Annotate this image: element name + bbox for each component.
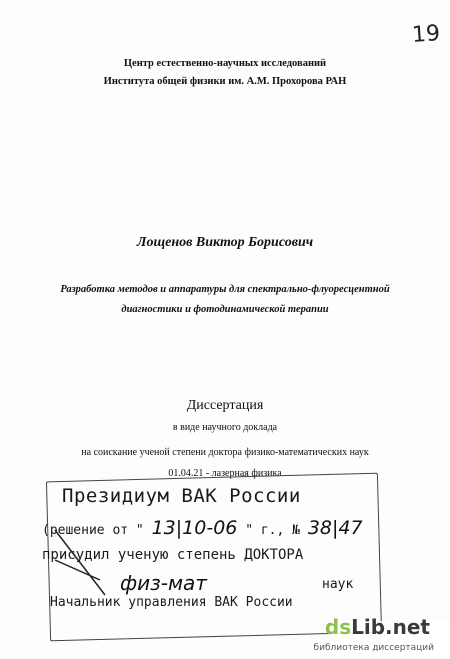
- dissertation-subtitle: в виде научного доклада: [172, 422, 278, 433]
- watermark-subtitle: библиотека диссертаций: [313, 643, 434, 653]
- institution-line-2: Института общей физики им. А.М. Прохорова РАН: [103, 76, 347, 87]
- stamp-decision-year: ": [245, 523, 254, 538]
- handwritten-science: физ-мат: [120, 571, 207, 595]
- work-title-line-2: диагностики и фотодинамической терапии: [121, 304, 329, 315]
- degree-line: на соискание ученой степени доктора физико-математических наук: [81, 447, 369, 458]
- stamp-science-line: [100, 571, 354, 595]
- stamp-line-head: Начальник управления ВАК России: [50, 595, 293, 610]
- work-title-line-1: Разработка методов и аппаратуры для спектрально-флуоресцентной: [60, 284, 390, 295]
- handwritten-decision-date: 13|10-06: [151, 517, 238, 539]
- stamp-line-awarded: присудил ученую степень ДОКТОРА: [42, 547, 304, 563]
- stamp-line-presidium: Президиум ВАК России: [62, 485, 301, 507]
- stamp-science-suffix: наук: [322, 577, 354, 592]
- page-number: 19: [411, 21, 441, 48]
- institution-line-1: Центр естественно-научных исследований: [123, 58, 327, 69]
- watermark-logo: dsLib.net: [324, 615, 430, 639]
- dissertation-heading: Диссертация: [186, 398, 264, 413]
- handwritten-mark-icon: [50, 520, 110, 600]
- stamp-decision-suffix: г., №: [260, 523, 300, 538]
- specialty-line: 01.04.21 - лазерная физика: [168, 468, 282, 479]
- author-name: Лощенов Виктор Борисович: [136, 235, 314, 250]
- handwritten-decision-number: 38|47: [307, 517, 363, 539]
- stamp-decision-prefix: (решение от ": [42, 523, 144, 538]
